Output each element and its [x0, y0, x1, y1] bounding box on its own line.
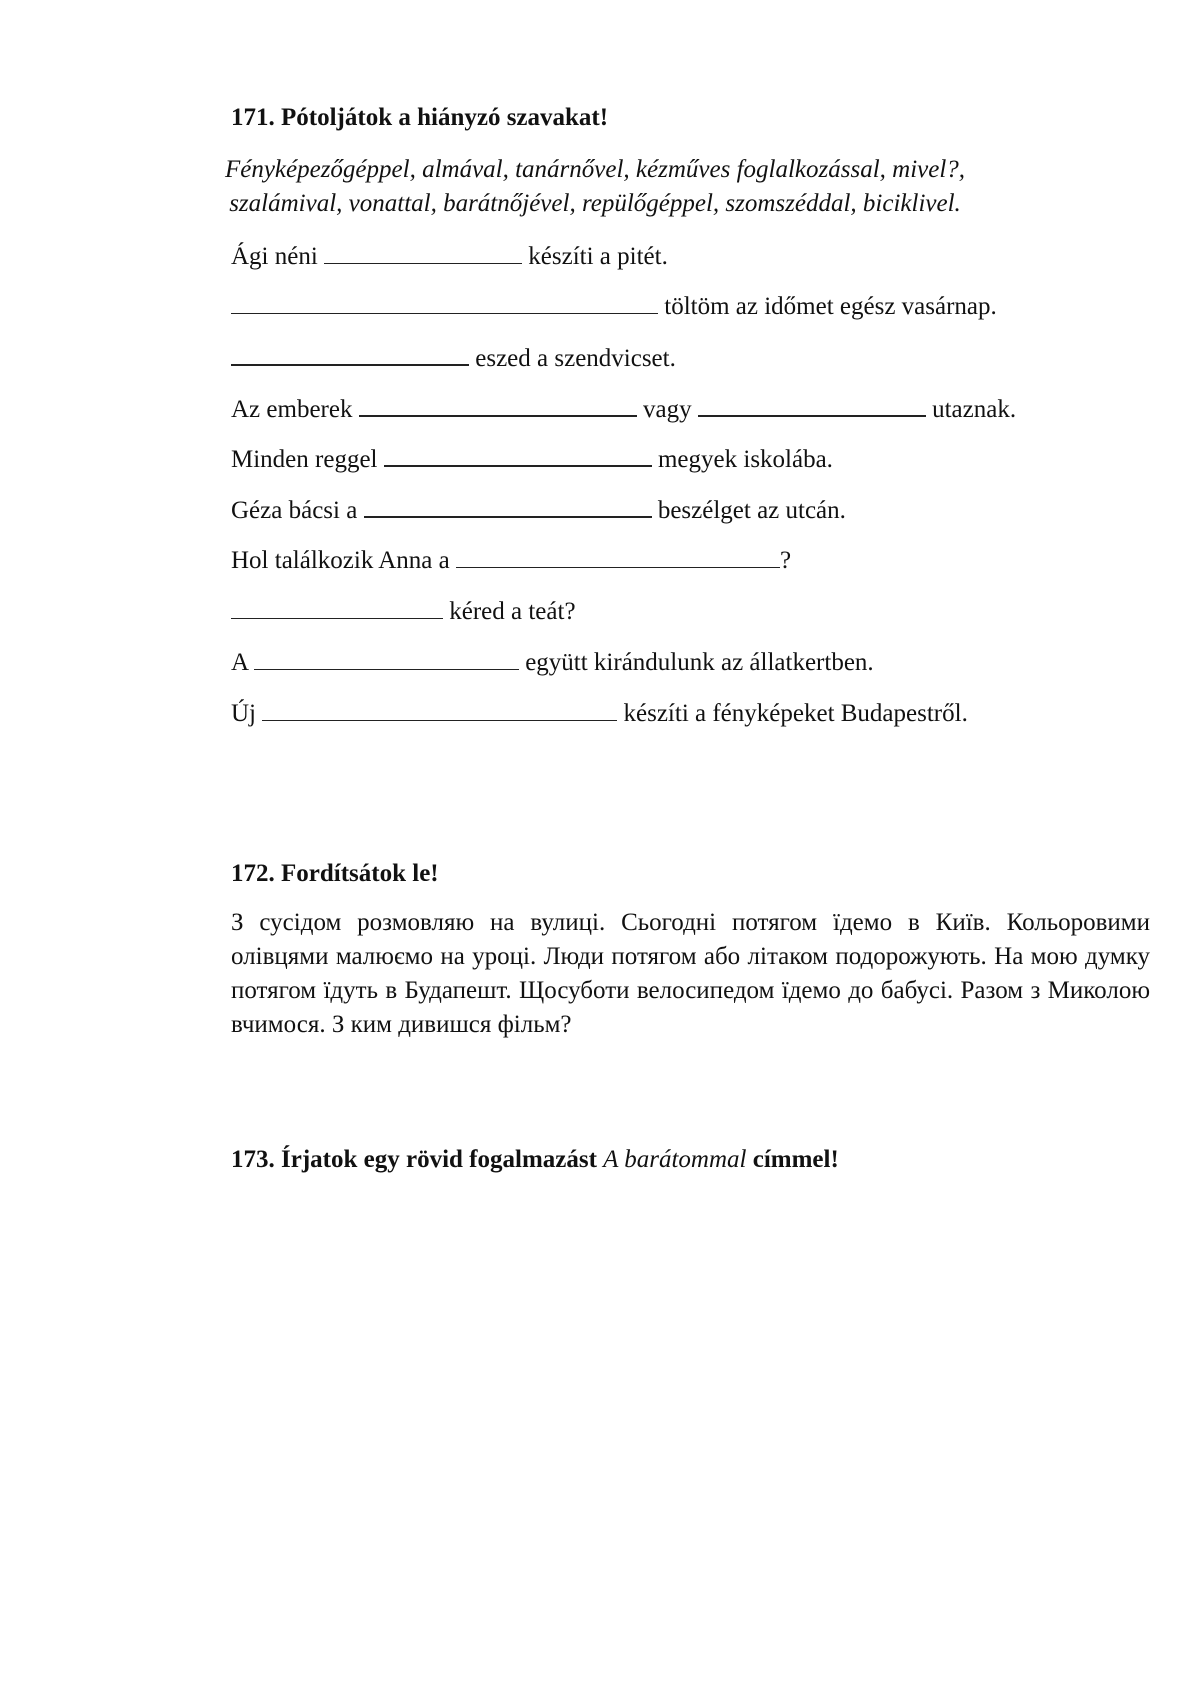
answer-blank[interactable] [254, 647, 519, 670]
answer-blank[interactable] [231, 342, 469, 366]
translation-text: З сусідом розмовляю на вулиці. Сьогодні потягом їдемо в Київ. Кольоровими олівцями малюємо на уроці. Люди потягом або літаком подорожують. На мою думку потягом їдуть в Будапешт. Щосуботи велосипедом їдемо до бабусі. Разом з Миколою вчимося. З ким дивишся фільм? [231, 909, 1150, 1038]
sentence-2: töltöm az időmet egész vasárnap. [231, 291, 997, 322]
sentence-3: eszed a szendvicset. [231, 342, 676, 374]
sentence-5: Minden reggel megyek iskolába. [231, 443, 833, 475]
sentence-8: kéred a teát? [231, 596, 576, 627]
answer-blank[interactable] [456, 545, 780, 568]
answer-blank[interactable] [359, 393, 637, 417]
answer-blank[interactable] [231, 596, 443, 619]
exercise-173-title: 173. Írjatok egy rövid fogalmazást A barátommal címmel! [231, 1146, 839, 1173]
sentence-10: Új készíti a fényképeket Budapestről. [231, 700, 968, 727]
word-bank-line-2: szalámival, vonattal, barátnőjével, repülőgéppel, szomszéddal, biciklivel. [229, 190, 961, 217]
exercise-172-title: 172. Fordítsátok le! [231, 860, 439, 887]
sentence-6: Géza bácsi a beszélget az utcán. [231, 494, 846, 526]
answer-blank[interactable] [384, 443, 652, 467]
sentence-4: Az emberek vagy utaznak. [231, 393, 1016, 425]
answer-blank[interactable] [364, 494, 652, 518]
sentence-1: Ági néni készíti a pitét. [231, 243, 668, 270]
answer-blank[interactable] [262, 698, 617, 721]
exercise-171-title: 171. Pótoljátok a hiányzó szavakat! [231, 104, 609, 131]
sentence-9: A együtt kirándulunk az állatkertben. [231, 649, 874, 676]
word-bank-line-1: Fényképezőgéppel, almával, tanárnővel, kézműves foglalkozással, mivel?, [224, 156, 966, 183]
word-bank [0, 153, 1190, 221]
answer-blank[interactable] [324, 241, 522, 264]
sentence-7: Hol találkozik Anna a ? [231, 547, 792, 574]
answer-blank[interactable] [231, 291, 658, 314]
answer-blank[interactable] [698, 393, 926, 417]
